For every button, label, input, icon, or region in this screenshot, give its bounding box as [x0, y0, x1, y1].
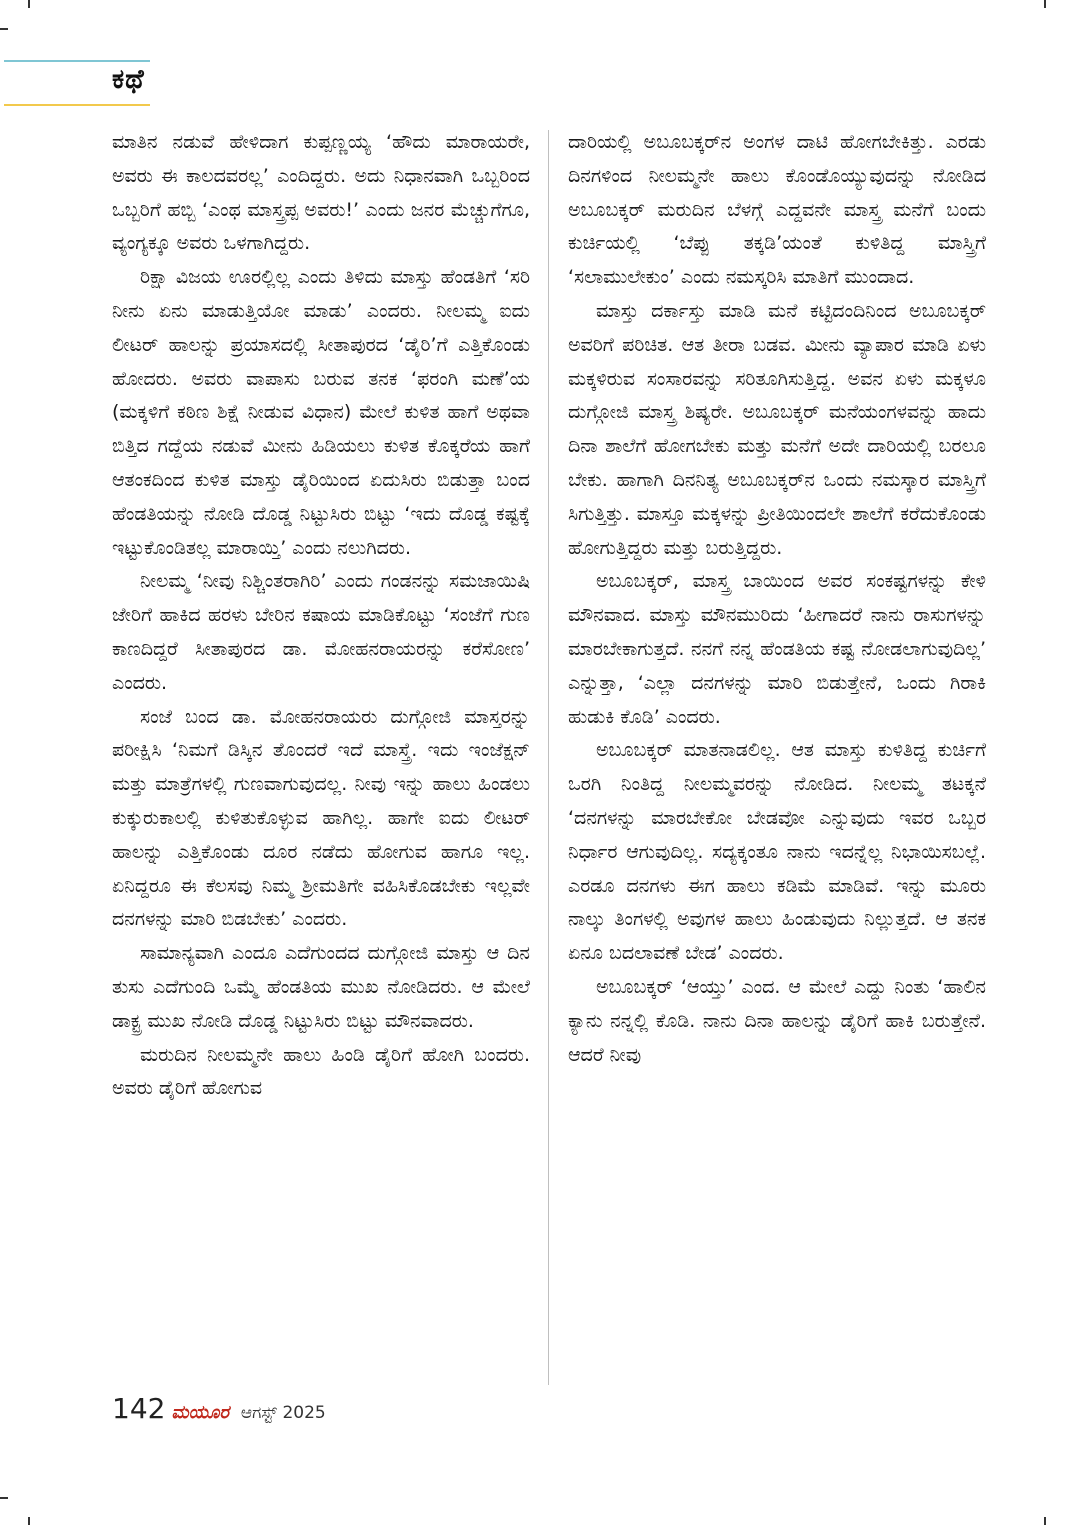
paragraph: ಅಬೂಬಕ್ಕರ್ ಮಾತನಾಡಲಿಲ್ಲ. ಆತ ಮಾಸ್ತು ಕುಳಿತಿದ್ದ ಕುರ್ಚಿಗೆ ಒರಗಿ ನಿಂತಿದ್ದ ನೀಲಮ್ಮವರನ್ನು ನೋಡಿದ. ನೀಲಮ್ಮ ತಟಕ್ಕನೆ ‘ದನಗಳನ್ನು ಮಾರಬೇಕೋ ಬೇಡವೋ ಎನ್ನುವುದು ಇವರ ಒಬ್ಬರ ನಿರ್ಧಾರ ಆಗುವುದಿಲ್ಲ. ಸದ್ಯಕ್ಕಂತೂ ನಾನು ಇದನ್ನೆಲ್ಲ ನಿಭಾಯಿಸಬಲ್ಲೆ. ಎರಡೂ ದನಗಳು ಈಗ ಹಾಲು ಕಡಿಮೆ ಮಾಡಿವೆ. ಇನ್ನು ಮೂರು ನಾಲ್ಕು ತಿಂಗಳಲ್ಲಿ ಅವುಗಳ ಹಾಲು ಹಿಂಡುವುದು ನಿಲ್ಲುತ್ತದೆ. ಆ ತನಕ ಏನೂ ಬದಲಾವಣೆ ಬೇಡ’ ಎಂದರು.	[568, 739, 986, 965]
paragraph: ಅಬೂಬಕ್ಕರ್ ‘ಆಯ್ತು’ ಎಂದ. ಆ ಮೇಲೆ ಎದ್ದು ನಿಂತು ‘ಹಾಲಿನ ಕ್ಯಾನು ನನ್ನಲ್ಲಿ ಕೊಡಿ. ನಾನು ದಿನಾ ಹಾಲನ್ನು ಡೈರಿಗೆ ಹಾಕಿ ಬರುತ್ತೇನೆ. ಆದರೆ ನೀವು	[568, 975, 986, 1066]
section-title: ಕಥೆ	[112, 64, 145, 95]
page-number: 142	[112, 1392, 166, 1425]
section-rule-top	[4, 60, 150, 62]
crop-mark-bottom-left	[28, 1517, 30, 1525]
crop-mark-top-right	[1044, 0, 1046, 8]
page-footer	[112, 1392, 326, 1425]
paragraph: ದಾರಿಯಲ್ಲಿ ಅಬೂಬಕ್ಕರ್‌ನ ಅಂಗಳ ದಾಟಿ ಹೋಗಬೇಕಿತ್ತು. ಎರಡು ದಿನಗಳಿಂದ ನೀಲಮ್ಮನೇ ಹಾಲು ಕೊಂಡೊಯ್ಯುವುದನ್ನು ನೋಡಿದ ಅಬೂಬಕ್ಕರ್ ಮರುದಿನ ಬೆಳಗ್ಗೆ ಎದ್ದವನೇ ಮಾಸ್ತ್ರ ಮನೆಗೆ ಬಂದು ಕುರ್ಚಿಯಲ್ಲಿ ‘ಬೆಪ್ಪು ತಕ್ಕಡಿ’ಯಂತೆ ಕುಳಿತಿದ್ದ ಮಾಸ್ತ್ರಿಗೆ ‘ಸಲಾಮುಲೇಕುಂ’ ಎಂದು ನಮಸ್ಕರಿಸಿ ಮಾತಿಗೆ ಮುಂದಾದ.	[568, 131, 986, 289]
crop-mark-left-top	[0, 28, 8, 30]
crop-mark-left-bottom	[0, 1497, 8, 1499]
paragraph: ನೀಲಮ್ಮ ‘ನೀವು ನಿಶ್ಚಿಂತರಾಗಿರಿ’ ಎಂದು ಗಂಡನನ್ನು ಸಮಜಾಯಿಷಿ ಜೇರಿಗೆ ಹಾಕಿದ ಹರಳು ಬೇರಿನ ಕಷಾಯ ಮಾಡಿಕೊಟ್ಟು ‘ಸಂಜೆಗೆ ಗುಣ ಕಾಣದಿದ್ದರೆ ಸೀತಾಪುರದ ಡಾ. ಮೋಹನರಾಯರನ್ನು ಕರೆಸೋಣ’ ಎಂದರು.	[112, 570, 530, 694]
paragraph: ರಿಕ್ಷಾ ವಿಜಯ ಊರಲ್ಲಿಲ್ಲ ಎಂದು ತಿಳಿದು ಮಾಸ್ತು ಹೆಂಡತಿಗೆ ‘ಸರಿ ನೀನು ಏನು ಮಾಡುತ್ತಿಯೋ ಮಾಡು’ ಎಂದರು. ನೀಲಮ್ಮ ಐದು ಲೀಟರ್ ಹಾಲನ್ನು ಪ್ರಯಾಸದಲ್ಲಿ ಸೀತಾಪುರದ ‘ಡೈರಿ’ಗೆ ಎತ್ತಿಕೊಂಡು ಹೋದರು. ಅವರು ವಾಪಾಸು ಬರುವ ತನಕ ‘ಫರಂಗಿ ಮಣೆ’ಯ (ಮಕ್ಕಳಿಗೆ ಕಠಿಣ ಶಿಕ್ಷೆ ನೀಡುವ ವಿಧಾನ) ಮೇಲೆ ಕುಳಿತ ಹಾಗೆ ಅಥವಾ ಬಿತ್ತಿದ ಗದ್ದೆಯ ನಡುವೆ ಮೀನು ಹಿಡಿಯಲು ಕುಳಿತ ಕೊಕ್ಕರೆಯ ಹಾಗೆ ಆತಂಕದಿಂದ ಕುಳಿತ ಮಾಸ್ತು ಡೈರಿಯಿಂದ ಏದುಸಿರು ಬಿಡುತ್ತಾ ಬಂದ ಹೆಂಡತಿಯನ್ನು ನೋಡಿ ದೊಡ್ಡ ನಿಟ್ಟುಸಿರು ಬಿಟ್ಟು ‘ಇದು ದೊಡ್ಡ ಕಷ್ಟಕ್ಕೆ ಇಟ್ಟುಕೊಂಡಿತಲ್ಲ ಮಾರಾಯ್ತಿ’ ಎಂದು ನಲುಗಿದರು.	[112, 266, 530, 559]
paragraph: ಮಾತಿನ ನಡುವೆ ಹೇಳಿದಾಗ ಕುಪ್ಪಣ್ಣಯ್ಯ ‘ಹೌದು ಮಾರಾಯರೇ, ಅವರು ಈ ಕಾಲದವರಲ್ಲ’ ಎಂದಿದ್ದರು. ಅದು ನಿಧಾನವಾಗಿ ಒಬ್ಬರಿಂದ ಒಬ್ಬರಿಗೆ ಹಬ್ಬಿ ‘ಎಂಥ ಮಾಸ್ತ್ರಪ್ಪ ಅವರು!’ ಎಂದು ಜನರ ಮೆಚ್ಚುಗೆಗೂ, ವ್ಯಂಗ್ಯಕ್ಕೂ ಅವರು ಒಳಗಾಗಿದ್ದರು.	[112, 131, 530, 255]
paragraph: ಮರುದಿನ ನೀಲಮ್ಮನೇ ಹಾಲು ಹಿಂಡಿ ಡೈರಿಗೆ ಹೋಗಿ ಬಂದರು. ಅವರು ಡೈರಿಗೆ ಹೋಗುವ	[112, 1043, 530, 1100]
paragraph: ಅಬೂಬಕ್ಕರ್, ಮಾಸ್ತ್ರ ಬಾಯಿಂದ ಅವರ ಸಂಕಷ್ಟಗಳನ್ನು ಕೇಳಿ ಮೌನವಾದ. ಮಾಸ್ತು ಮೌನಮುರಿದು ‘ಹೀಗಾದರೆ ನಾನು ರಾಸುಗಳನ್ನು ಮಾರಬೇಕಾಗುತ್ತದೆ. ನನಗೆ ನನ್ನ ಹೆಂಡತಿಯ ಕಷ್ಟ ನೋಡಲಾಗುವುದಿಲ್ಲ’ ಎನ್ನುತ್ತಾ, ‘ಎಲ್ಲಾ ದನಗಳನ್ನು ಮಾರಿ ಬಿಡುತ್ತೇನೆ, ಒಂದು ಗಿರಾಕಿ ಹುಡುಕಿ ಕೊಡಿ’ ಎಂದರು.	[568, 570, 986, 728]
magazine-logo: ಮಯೂರ	[171, 1402, 229, 1423]
column-divider	[548, 130, 549, 1385]
left-column	[112, 126, 530, 1106]
crop-mark-bottom-right	[1044, 1517, 1046, 1525]
section-rule-bottom	[4, 104, 150, 106]
crop-mark-top-left	[28, 0, 30, 8]
paragraph: ಮಾಸ್ತು ದರ್ಕಾಸ್ತು ಮಾಡಿ ಮನೆ ಕಟ್ಟಿದಂದಿನಿಂದ ಅಬೂಬಕ್ಕರ್ ಅವರಿಗೆ ಪರಿಚಿತ. ಆತ ತೀರಾ ಬಡವ. ಮೀನು ವ್ಯಾಪಾರ ಮಾಡಿ ಏಳು ಮಕ್ಕಳಿರುವ ಸಂಸಾರವನ್ನು ಸರಿತೂಗಿಸುತ್ತಿದ್ದ. ಅವನ ಏಳು ಮಕ್ಕಳೂ ದುಗ್ಗೋಜಿ ಮಾಸ್ತ್ರ ಶಿಷ್ಯರೇ. ಅಬೂಬಕ್ಕರ್ ಮನೆಯಂಗಳವನ್ನು ಹಾದು ದಿನಾ ಶಾಲೆಗೆ ಹೋಗಬೇಕು ಮತ್ತು ಮನೆಗೆ ಅದೇ ದಾರಿಯಲ್ಲಿ ಬರಲೂ ಬೇಕು. ಹಾಗಾಗಿ ದಿನನಿತ್ಯ ಅಬೂಬಕ್ಕರ್‌ನ ಒಂದು ನಮಸ್ಕಾರ ಮಾಸ್ತ್ರಿಗೆ ಸಿಗುತ್ತಿತ್ತು. ಮಾಸ್ತೂ ಮಕ್ಕಳನ್ನು ಪ್ರೀತಿಯಿಂದಲೇ ಶಾಲೆಗೆ ಕರೆದುಕೊಂಡು ಹೋಗುತ್ತಿದ್ದರು ಮತ್ತು ಬರುತ್ತಿದ್ದರು.	[568, 299, 986, 559]
paragraph: ಸಾಮಾನ್ಯವಾಗಿ ಎಂದೂ ಎದೆಗುಂದದ ದುಗ್ಗೋಜಿ ಮಾಸ್ತು ಆ ದಿನ ತುಸು ಎದೆಗುಂದಿ ಒಮ್ಮೆ ಹೆಂಡತಿಯ ಮುಖ ನೋಡಿದರು. ಆ ಮೇಲೆ ಡಾಕ್ಟ್ರ ಮುಖ ನೋಡಿ ದೊಡ್ಡ ನಿಟ್ಟುಸಿರು ಬಿಟ್ಟು ಮೌನವಾದರು.	[112, 942, 530, 1032]
right-column	[568, 126, 986, 1072]
paragraph: ಸಂಜೆ ಬಂದ ಡಾ. ಮೋಹನರಾಯರು ದುಗ್ಗೋಜಿ ಮಾಸ್ತರನ್ನು ಪರೀಕ್ಷಿಸಿ ‘ನಿಮಗೆ ಡಿಸ್ಕಿನ ತೊಂದರೆ ಇದೆ ಮಾಸ್ತ್ರೆ. ಇದು ಇಂಜೆಕ್ಷನ್ ಮತ್ತು ಮಾತ್ರೆಗಳಲ್ಲಿ ಗುಣವಾಗುವುದಲ್ಲ. ನೀವು ಇನ್ನು ಹಾಲು ಹಿಂಡಲು ಕುಕ್ಕುರುಕಾಲಲ್ಲಿ ಕುಳಿತುಕೊಳ್ಳುವ ಹಾಗಿಲ್ಲ. ಹಾಗೇ ಐದು ಲೀಟರ್ ಹಾಲನ್ನು ಎತ್ತಿಕೊಂಡು ದೂರ ನಡೆದು ಹೋಗುವ ಹಾಗೂ ಇಲ್ಲ. ಏನಿದ್ದರೂ ಈ ಕೆಲಸವು ನಿಮ್ಮ ಶ್ರೀಮತಿಗೇ ವಹಿಸಿಕೊಡಬೇಕು ಇಲ್ಲವೇ ದನಗಳನ್ನು ಮಾರಿ ಬಿಡಬೇಕು’ ಎಂದರು.	[112, 705, 530, 931]
issue-date: ಆಗಸ್ಟ್ 2025	[240, 1403, 326, 1423]
